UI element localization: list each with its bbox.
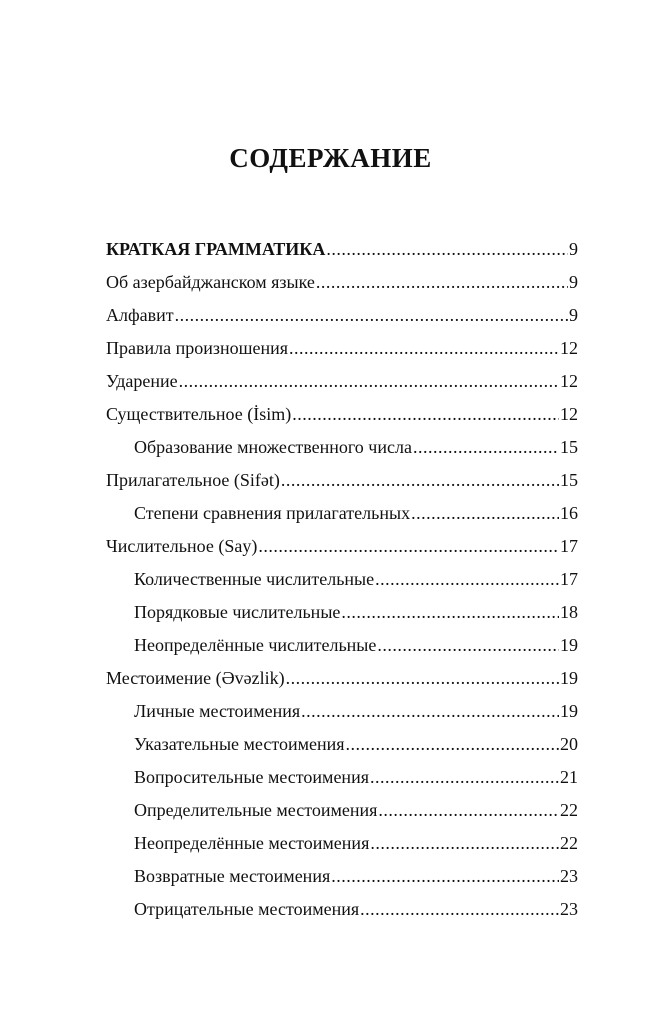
dot-leader bbox=[360, 894, 559, 924]
toc-entry-label: Об азербайджанском языке bbox=[106, 272, 315, 292]
toc-entry-ordinal-numerals[interactable] bbox=[134, 597, 578, 627]
toc-page-number: 19 bbox=[560, 635, 578, 655]
toc-page-number: 9 bbox=[569, 272, 578, 292]
toc-page-number: 17 bbox=[560, 536, 578, 556]
toc-page-number: 9 bbox=[569, 239, 578, 259]
toc-entry-personal-pronouns[interactable] bbox=[134, 696, 578, 726]
toc-entry-numeral[interactable] bbox=[106, 531, 578, 561]
toc-page-number: 21 bbox=[560, 767, 578, 787]
toc-entry-pronoun[interactable] bbox=[106, 663, 578, 693]
toc-entry-label: Правила произношения bbox=[106, 338, 288, 358]
dot-leader bbox=[377, 630, 559, 660]
toc-entry-adjective[interactable] bbox=[106, 465, 578, 495]
dot-leader bbox=[341, 597, 559, 627]
toc-entry-label: Отрицательные местоимения bbox=[134, 899, 360, 919]
toc-entry-label: Личные местоимения bbox=[134, 701, 301, 721]
dot-leader bbox=[346, 729, 559, 759]
toc-page-number: 23 bbox=[560, 866, 578, 886]
toc-entry-label: Ударение bbox=[106, 371, 178, 391]
toc-entry-about-language[interactable] bbox=[106, 267, 578, 297]
toc-entry-label: Степени сравнения прилагательных bbox=[134, 503, 411, 523]
dot-leader bbox=[375, 564, 559, 594]
toc-entry-label: Порядковые числительные bbox=[134, 602, 341, 622]
toc-entry-alphabet[interactable] bbox=[106, 300, 578, 330]
dot-leader bbox=[301, 696, 559, 726]
toc-entry-plural-formation[interactable] bbox=[134, 432, 578, 462]
dot-leader bbox=[413, 432, 559, 462]
toc-entry-label: Возвратные местоимения bbox=[134, 866, 331, 886]
toc-entry-label: Вопросительные местоимения bbox=[134, 767, 369, 787]
toc-entry-adjective-degrees[interactable] bbox=[134, 498, 578, 528]
toc-page-number: 20 bbox=[560, 734, 578, 754]
toc-entry-stress[interactable] bbox=[106, 366, 578, 396]
dot-leader bbox=[331, 861, 559, 891]
toc-entry-label: Указательные местоимения bbox=[134, 734, 345, 754]
page-title: СОДЕРЖАНИЕ bbox=[229, 143, 432, 173]
toc-page-number: 22 bbox=[560, 800, 578, 820]
dot-leader bbox=[292, 399, 559, 429]
toc-entry-label: Образование множественного числа bbox=[134, 437, 412, 457]
toc-entry-label: Числительное (Say) bbox=[106, 536, 258, 556]
toc-page-number: 22 bbox=[560, 833, 578, 853]
toc-entry-cardinal-numerals[interactable] bbox=[134, 564, 578, 594]
toc-page-number: 12 bbox=[560, 338, 578, 358]
toc-page-number: 23 bbox=[560, 899, 578, 919]
toc-page-number: 17 bbox=[560, 569, 578, 589]
dot-leader bbox=[175, 300, 568, 330]
toc-entry-label: Определительные местоимения bbox=[134, 800, 378, 820]
toc-entry-interrogative-pronouns[interactable] bbox=[134, 762, 578, 792]
dot-leader bbox=[281, 465, 559, 495]
toc-entry-indefinite-numerals[interactable] bbox=[134, 630, 578, 660]
toc-page-number: 19 bbox=[560, 668, 578, 688]
toc-entry-label: Прилагательное (Sifət) bbox=[106, 470, 280, 490]
dot-leader bbox=[326, 234, 568, 264]
dot-leader bbox=[411, 498, 559, 528]
toc-entry-determinative-pronouns[interactable] bbox=[134, 795, 578, 825]
toc-page-number: 19 bbox=[560, 701, 578, 721]
dot-leader bbox=[179, 366, 559, 396]
toc-entry-label: Алфавит bbox=[106, 305, 174, 325]
dot-leader bbox=[316, 267, 568, 297]
toc-entry-label: Существительное (İsim) bbox=[106, 404, 292, 424]
toc-entry-reflexive-pronouns[interactable] bbox=[134, 861, 578, 891]
toc-entry-pronunciation[interactable] bbox=[106, 333, 578, 363]
toc-entry-label: Неопределённые числительные bbox=[134, 635, 377, 655]
toc-entry-negative-pronouns[interactable] bbox=[134, 894, 578, 924]
toc-page-number: 12 bbox=[560, 371, 578, 391]
dot-leader bbox=[289, 333, 559, 363]
toc-page-number: 15 bbox=[560, 437, 578, 457]
dot-leader bbox=[370, 828, 559, 858]
toc-entry-label: Неопределённые местоимения bbox=[134, 833, 370, 853]
toc-entry-label: Местоимение (Əvəzlik) bbox=[106, 668, 285, 688]
toc-page-number: 16 bbox=[560, 503, 578, 523]
toc-entry-indefinite-pronouns[interactable] bbox=[134, 828, 578, 858]
toc-entry-demonstrative-pronouns[interactable] bbox=[134, 729, 578, 759]
dot-leader bbox=[286, 663, 559, 693]
dot-leader bbox=[378, 795, 559, 825]
dot-leader bbox=[370, 762, 559, 792]
toc-entry-label: Количественные числительные bbox=[134, 569, 375, 589]
dot-leader bbox=[258, 531, 559, 561]
toc-entry-noun[interactable] bbox=[106, 399, 578, 429]
toc-page-number: 12 bbox=[560, 404, 578, 424]
toc-page-number: 9 bbox=[569, 305, 578, 325]
toc-entry-label: КРАТКАЯ ГРАММАТИКА bbox=[106, 239, 326, 259]
toc-page-number: 18 bbox=[560, 602, 578, 622]
toc-entry-brief-grammar[interactable] bbox=[106, 234, 578, 264]
toc-page-number: 15 bbox=[560, 470, 578, 490]
